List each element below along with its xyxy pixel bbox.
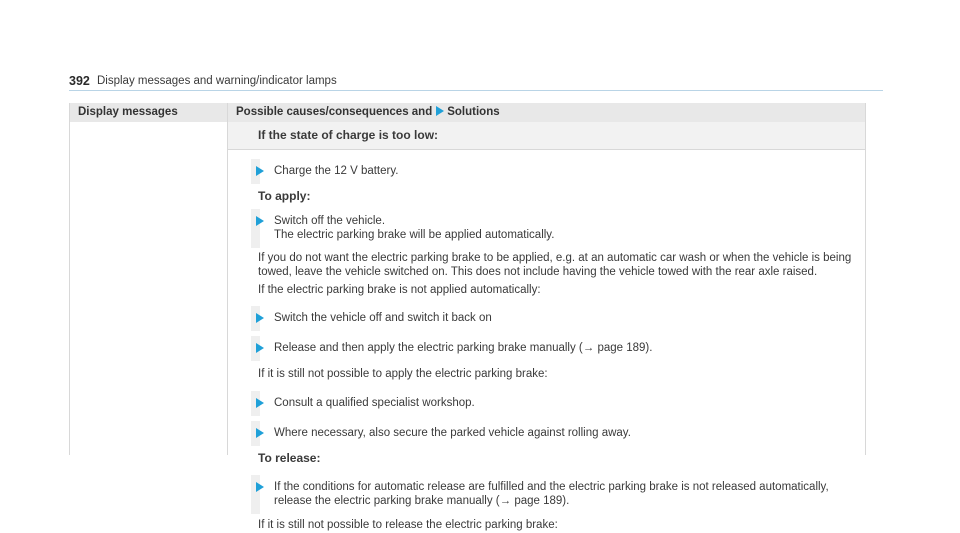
paragraph-not-applied-automatically: If the electric parking brake is not applied automatically: [258,284,541,296]
step-text: If the conditions for automatic release are fulfilled and the electric parking brake is not released automatically, [274,481,829,493]
display-messages-table [69,103,866,531]
step-text: Switch off the vehicle. [274,215,386,227]
step-switch-off-vehicle [258,214,858,242]
page-number: 392 [69,74,90,88]
step-arrow-icon [256,166,264,176]
running-title: Display messages and warning/indicator lamps [97,75,337,87]
running-header [69,74,883,91]
column-header-display-messages: Display messages [78,106,178,118]
step-note: The electric parking brake will be applied automatically. [274,229,555,241]
step-text: Switch the vehicle off and switch it back on [274,312,492,324]
step-release-manually [258,480,858,508]
step-text: Where necessary, also secure the parked vehicle against rolling away. [274,427,631,439]
table-header-row [69,103,866,122]
step-arrow-icon [256,398,264,408]
step-text: Charge the 12 V battery. [274,165,399,177]
step-text: Release and then apply the electric parking brake manually (→ page 189). [274,342,653,354]
step-consult-workshop [258,396,858,410]
step-switch-off-on [258,311,858,325]
step-text: Consult a qualified specialist workshop. [274,397,475,409]
step-arrow-icon [256,428,264,438]
state-of-charge-heading: If the state of charge is too low: [258,128,439,142]
step-text-continued: release the electric parking brake manually (→ page 189). [274,495,570,507]
to-release-heading: To release: [258,451,321,465]
paragraph-still-not-possible-release: If it is still not possible to release the electric parking brake: [258,519,558,531]
table-border-left [69,103,70,455]
step-arrow-icon [256,343,264,353]
solutions-arrow-icon [436,106,444,116]
column-header-solutions-text: Solutions [447,106,500,118]
table-border-right [865,103,866,455]
step-arrow-icon [256,216,264,226]
paragraph-not-applied: If you do not want the electric parking brake to be applied, e.g. at an automatic car wash or when the vehicle is being towed, leave the vehicle switched on. This does not include having the vehicle towed with the rear axle raised. [258,252,852,278]
column-header-causes-text: Possible causes/consequences and [236,106,433,118]
column-divider [227,103,228,455]
step-arrow-icon [256,313,264,323]
step-arrow-icon [256,482,264,492]
step-release-apply-manually [258,341,858,355]
to-apply-heading: To apply: [258,189,311,203]
step-secure-vehicle [258,426,858,440]
solutions-content [258,128,858,532]
step-charge-battery [258,164,858,178]
paragraph-still-not-possible-apply: If it is still not possible to apply the electric parking brake: [258,368,548,380]
column-header-causes-solutions [236,106,500,118]
